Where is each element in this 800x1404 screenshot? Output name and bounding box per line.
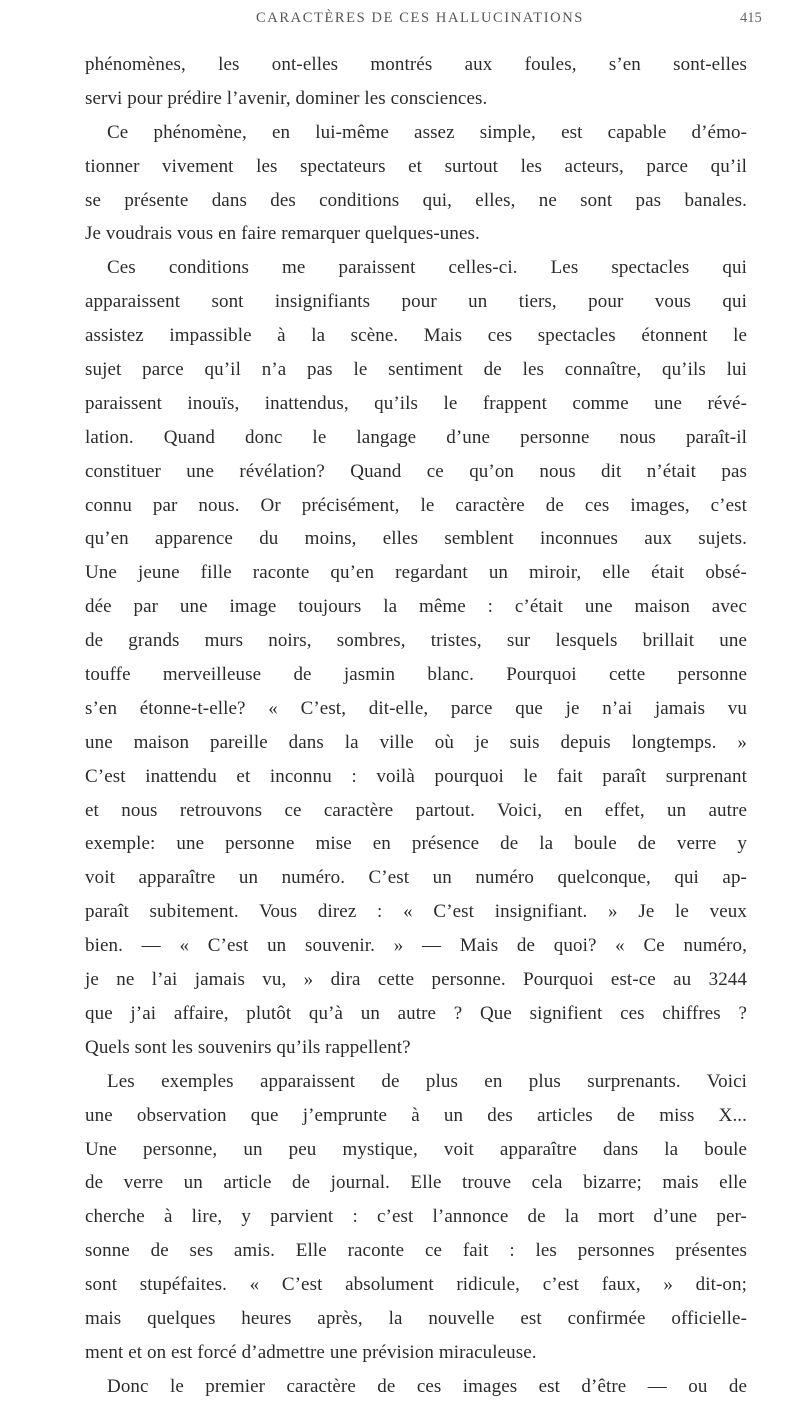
text-line: constituer une révélation? Quand ce qu’on nous dit n’était pas [85, 460, 747, 482]
text-line: Quels sont les souvenirs qu’ils rappellent? [85, 1036, 411, 1058]
text-line: paraissent inouïs, inattendus, qu’ils le frappent comme une révé- [85, 392, 747, 414]
text-line: sujet parce qu’il n’a pas le sentiment de les connaître, qu’ils lui [85, 359, 747, 381]
text-line: tionner vivement les spectateurs et surtout les acteurs, parce qu’il [85, 155, 747, 177]
text-line: lation. Quand donc le langage d’une personne nous paraît-il [85, 426, 747, 448]
text-line: ment et on est forcé d’admettre une prévision miraculeuse. [85, 1341, 537, 1363]
text-line: dée par une image toujours la même : c’était une maison avec [85, 596, 747, 618]
text-line: assistez impassible à la scène. Mais ces spectacles étonnent le [85, 325, 747, 347]
text-line: et nous retrouvons ce caractère partout. Voici, en effet, un autre [85, 799, 747, 821]
running-title: CARACTÈRES DE CES HALLUCINATIONS [256, 10, 584, 26]
text-line: une observation que j’emprunte à un des articles de miss X... [85, 1104, 747, 1126]
text-line: voit apparaître un numéro. C’est un numéro quelconque, qui ap- [85, 867, 747, 889]
text-line: mais quelques heures après, la nouvelle est confirmée officielle- [85, 1307, 747, 1329]
text-line: qu’en apparence du moins, elles semblent inconnues aux sujets. [85, 528, 747, 550]
text-line: touffe merveilleuse de jasmin blanc. Pourquoi cette personne [85, 664, 747, 686]
text-line: phénomènes, les ont-elles montrés aux foules, s’en sont-elles [85, 54, 747, 75]
text-line: s’en étonne-t-elle? « C’est, dit-elle, parce que je n’ai jamais vu [85, 697, 747, 719]
text-line: Ces conditions me paraissent celles-ci. Les spectacles qui [107, 257, 747, 279]
text-line: bien. — « C’est un souvenir. » — Mais de quoi? « Ce numéro, [85, 935, 747, 957]
text-line: Une jeune fille raconte qu’en regardant un miroir, elle était obsé- [85, 562, 747, 584]
text-line: que j’ai affaire, plutôt qu’à un autre ? Que signifient ces chiffres ? [85, 1002, 747, 1024]
text-line: je ne l’ai jamais vu, » dira cette personne. Pourquoi est-ce au 3244 [85, 969, 747, 991]
text-line: servi pour prédire l’avenir, dominer les consciences. [85, 87, 488, 109]
text-line: Je voudrais vous en faire remarquer quelques-unes. [85, 223, 480, 245]
page-number: 415 [740, 10, 762, 26]
text-line: exemple: une personne mise en présence de la boule de verre y [85, 833, 747, 855]
text-line: Une personne, un peu mystique, voit apparaître dans la boule [85, 1138, 747, 1160]
text-line: sont stupéfaites. « C’est absolument ridicule, c’est faux, » dit-on; [85, 1274, 747, 1296]
text-line: connu par nous. Or précisément, le caractère de ces images, c’est [85, 494, 747, 516]
text-line: paraît subitement. Vous direz : « C’est insignifiant. » Je le veux [85, 901, 747, 923]
text-line: Ce phénomène, en lui-même assez simple, est capable d’émo- [107, 121, 747, 143]
body-text [85, 48, 747, 1404]
text-line: Donc le premier caractère de ces images est d’être — ou de [107, 1375, 747, 1397]
text-line: une maison pareille dans la ville où je suis depuis longtemps. » [85, 731, 747, 753]
text-line: C’est inattendu et inconnu : voilà pourquoi le fait paraît surprenant [85, 765, 747, 787]
running-head [0, 10, 800, 40]
text-line: se présente dans des conditions qui, elles, ne sont pas banales. [85, 189, 747, 211]
text-line: sonne de ses amis. Elle raconte ce fait : les personnes présentes [85, 1240, 747, 1262]
text-line: apparaissent sont insignifiants pour un tiers, pour vous qui [85, 291, 747, 313]
text-line: Les exemples apparaissent de plus en plus surprenants. Voici [107, 1070, 747, 1092]
text-line: de verre un article de journal. Elle trouve cela bizarre; mais elle [85, 1172, 747, 1194]
text-line: de grands murs noirs, sombres, tristes, sur lesquels brillait une [85, 630, 747, 652]
text-line: cherche à lire, y parvient : c’est l’annonce de la mort d’une per- [85, 1206, 747, 1228]
